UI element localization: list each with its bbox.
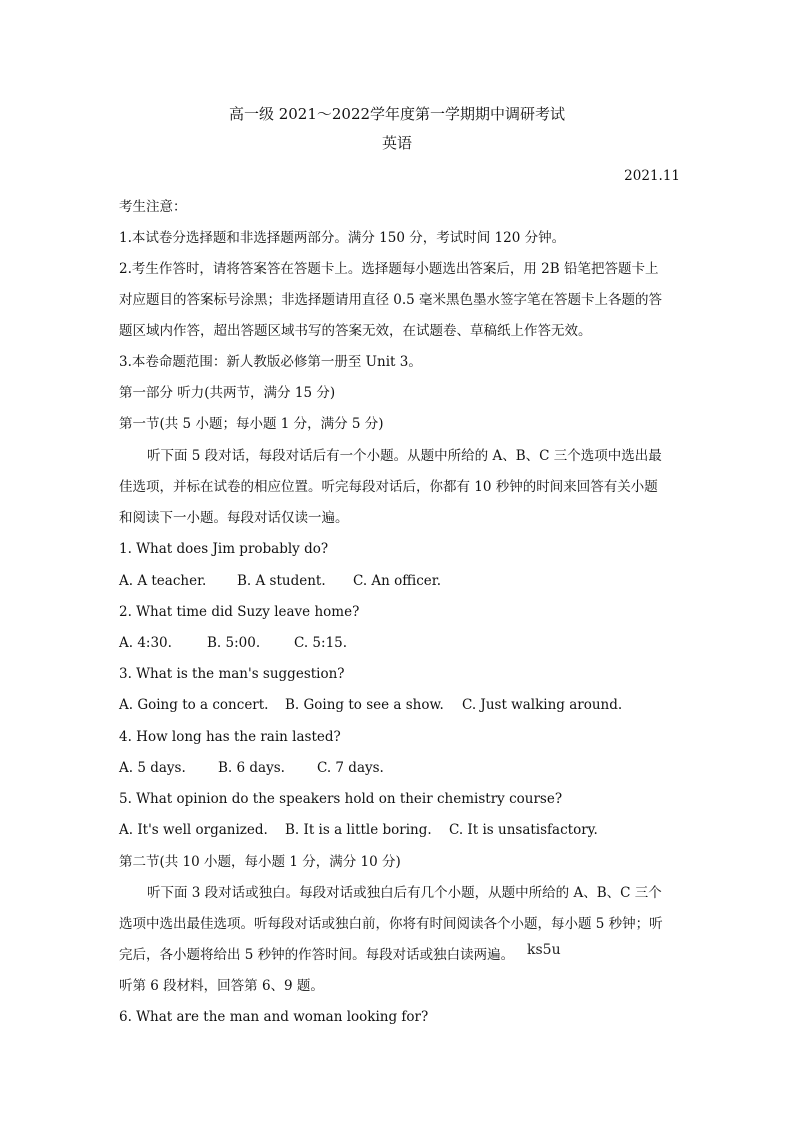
notice-item-1: 1.本试卷分选择题和非选择题两部分。满分 150 分，考试时间 120 分钟。	[119, 230, 566, 246]
part1-heading: 第一部分 听力(共两节，满分 15 分)	[119, 385, 336, 401]
notice-item-2-line-1: 2.考生作答时，请将答案答在答题卡上。选择题每小题选出答案后，用 2B 铅笔把答题卡上	[119, 261, 659, 277]
option-a: A. Going to a concert.	[119, 697, 269, 713]
option-b: B. 5:00.	[207, 635, 261, 651]
question-options	[119, 695, 622, 715]
section2-heading: 第二节(共 10 小题，每小题 1 分，满分 10 分)	[119, 854, 401, 870]
watermark-text: ks5u	[527, 942, 561, 958]
question-options	[119, 571, 441, 591]
option-b: B. 6 days.	[218, 760, 285, 776]
question-stem: 4. How long has the rain lasted?	[119, 729, 341, 745]
section1-instruction-line-3: 和阅读下一小题。每段对话仅读一遍。	[119, 510, 349, 526]
option-c: C. 7 days.	[317, 760, 384, 776]
notice-item-2-line-2: 对应题目的答案标号涂黑；非选择题请用直径 0.5 毫米黑色墨水签字笔在答题卡上各题的答	[119, 292, 663, 308]
exam-date: 2021.11	[624, 168, 680, 184]
option-c: C. Just walking around.	[462, 697, 623, 713]
question-options	[119, 633, 347, 653]
option-a: A. It's well organized.	[119, 822, 268, 838]
option-c: C. 5:15.	[294, 635, 348, 651]
option-a: A. 5 days.	[119, 760, 186, 776]
option-a: A. A teacher.	[119, 573, 207, 589]
option-b: B. Going to see a show.	[285, 697, 444, 713]
section1-heading: 第一节(共 5 小题；每小题 1 分，满分 5 分)	[119, 416, 384, 432]
question-stem: 3. What is the man's suggestion?	[119, 666, 345, 682]
section1-instruction-line-1: 听下面 5 段对话，每段对话后有一个小题。从题中所给的 A、B、C 三个选项中选出最	[147, 448, 662, 464]
question-stem: 6. What are the man and woman looking for?	[119, 1009, 429, 1025]
section2-instruction-line-1: 听下面 3 段对话或独白。每段对话或独白后有几个小题，从题中所给的 A、B、C 三个	[147, 885, 662, 901]
question-options	[119, 820, 598, 840]
subject-title: 英语	[381, 134, 412, 152]
option-a: A. 4:30.	[119, 635, 172, 651]
notice-item-3: 3.本卷命题范围：新人教版必修第一册至 Unit 3。	[119, 354, 422, 370]
question-options	[119, 758, 384, 778]
option-c: C. An officer.	[353, 573, 442, 589]
question-stem: 2. What time did Suzy leave home?	[119, 604, 360, 620]
material-note: 听第 6 段材料，回答第 6、9 题。	[119, 978, 324, 994]
option-c: C. It is unsatisfactory.	[449, 822, 598, 838]
question-stem: 5. What opinion do the speakers hold on their chemistry course?	[119, 791, 563, 807]
option-b: B. A student.	[237, 573, 326, 589]
notice-heading: 考生注意：	[119, 199, 187, 215]
notice-item-2-line-3: 题区域内作答，超出答题区域书写的答案无效，在试题卷、草稿纸上作答无效。	[119, 323, 592, 339]
exam-title: 高一级 2021～2022学年度第一学期期中调研考试	[228, 105, 566, 123]
section2-instruction-line-3: 完后，各小题将给出 5 秒钟的作答时间。每段对话或独白读两遍。	[119, 947, 515, 963]
section1-instruction-line-2: 佳选项，并标在试卷的相应位置。听完每段对话后，你都有 10 秒钟的时间来回答有关小题	[119, 479, 658, 495]
question-stem: 1. What does Jim probably do?	[119, 541, 329, 557]
option-b: B. It is a little boring.	[285, 822, 432, 838]
section2-instruction-line-2: 选项中选出最佳选项。听每段对话或独白前，你将有时间阅读各个小题，每小题 5 秒钟；听	[119, 916, 663, 932]
